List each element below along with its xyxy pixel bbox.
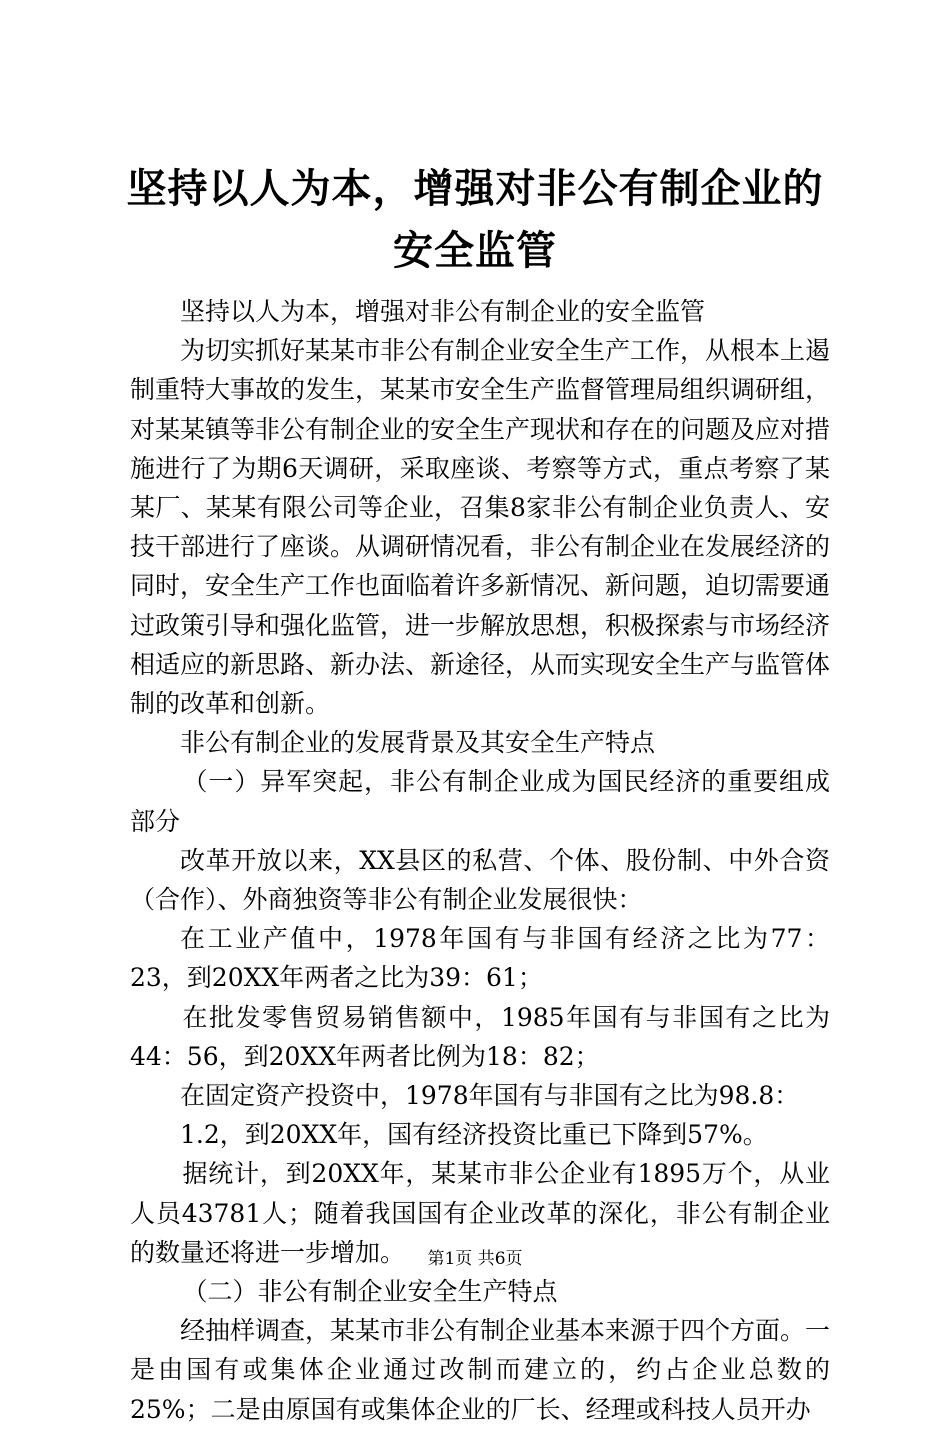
- paragraph-industrial-output: 在工业产值中，1978年国有与非国有经济之比为77：23，到20XX年两者之比为39：61；: [130, 924, 830, 993]
- subsection-heading-1: （一）异军突起，非公有制企业成为国民经济的重要组成部分: [130, 767, 830, 836]
- subsection-heading-2: （二）非公有制企业安全生产特点: [182, 1277, 558, 1307]
- page-footer: 第1页 共6页: [427, 1249, 523, 1269]
- paragraph-fixed-investment: 在固定资产投资中，1978年国有与非国有之比为98.8：: [180, 1081, 800, 1111]
- paragraph-investment-continued: 1.2，到20XX年，国有经济投资比重已下降到57%。: [180, 1120, 768, 1150]
- paragraph-retail-sales: 在批发零售贸易销售额中，1985年国有与非国有之比为44：56，到20XX年两者比例为18：82；: [130, 1002, 830, 1071]
- paragraph-statistics: 据统计，到20XX年，某某市非公企业有1895万个，从业人员43781人；随着我国国有企业改革的深化，非公有制企业的数量还将进一步增加。: [130, 1159, 830, 1267]
- document-title: 坚持以人为本，增强对非公有制企业的安全监管: [126, 166, 824, 274]
- paragraph-heading-repeat: 坚持以人为本，增强对非公有制企业的安全监管: [180, 297, 706, 326]
- paragraph-reform: 改革开放以来，XX县区的私营、个体、股份制、中外合资（合作）、外商独资等非公有制企业发展很快：: [130, 845, 830, 915]
- paragraph-intro: 为切实抓好某某市非公有制企业安全生产工作，从根本上遏制重特大事故的发生，某某市安全生产监督管理局组织调研组，对某某镇等非公有制企业的安全生产现状和存在的问题及应对措施进行了为期6天调研，采取座谈、考察等方式，重点考察了某某厂、某某有限公司等企业，召集8家非公有制企业负责人、安技干部进行了座谈。从调研情况看，非公有制企业在发展经济的同时，安全生产工作也面临着许多新情况、新问题，迫切需要通过政策引导和强化监管，进一步解放思想，积极探索与市场经济相适应的新思路、新办法、新途径，从而实现安全生产与监管体制的改革和创新。: [130, 336, 831, 719]
- section-heading: 非公有制企业的发展背景及其安全生产特点: [180, 728, 656, 758]
- paragraph-survey: 经抽样调查，某某市非公有制企业基本来源于四个方面。一是由国有或集体企业通过改制而建立的，约占企业总数的25%；二是由原国有或集体企业的厂长、经理或科技人员开办: [130, 1316, 831, 1424]
